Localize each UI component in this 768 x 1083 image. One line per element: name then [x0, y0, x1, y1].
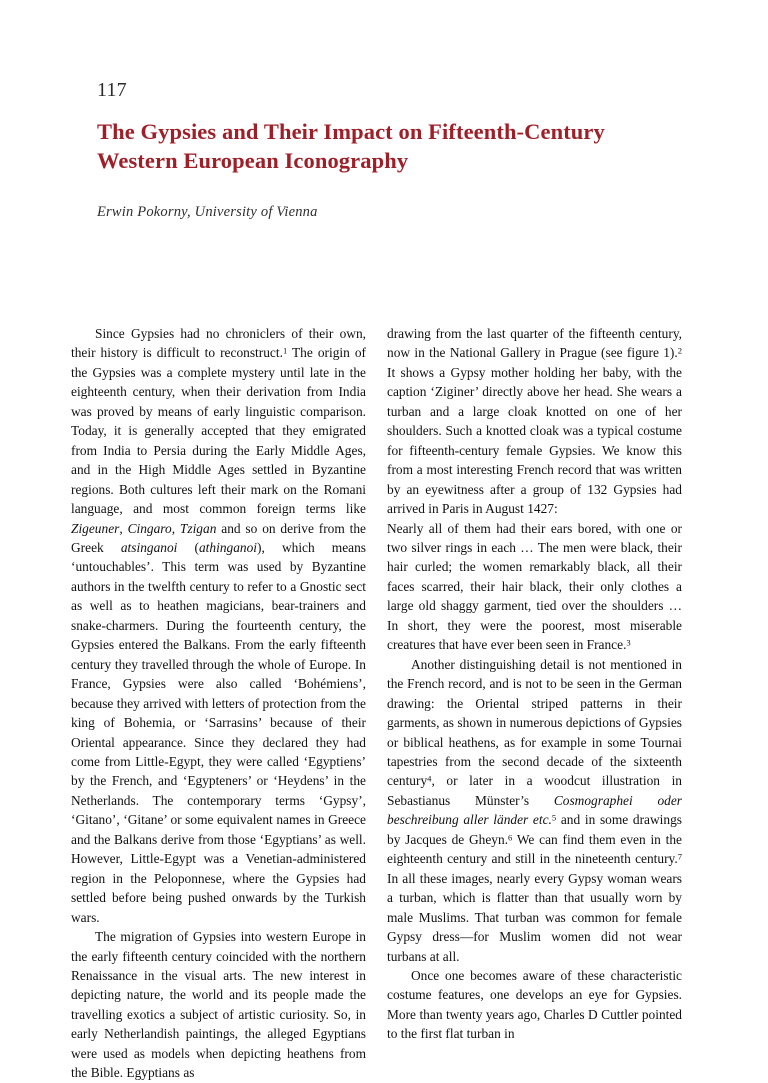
- body-paragraph: Another distinguishing detail is not mentioned in the French record, and is not to be seen in the German drawing: the Oriental striped patterns in their garments, as shown in numerous depictions of Gypsies or biblical heathens, as for example in some Tournai tapestries from the second decade of the sixteenth century$^4$, or later in a woodcut illustration in Sebastianus Münster’s Cosmographei oder beschreibung aller länder etc.$^5$ and in some drawings by Jacques de Gheyn.$^6$ We can find them even in the eighteenth century and still in the nineteenth century.$^7$ In all these images, nearly every Gypsy woman wears a turban, which is flatter than that usually worn by male Muslims. That turban was common for female Gypsy dress—for Muslim women did not wear turbans at all.: [387, 656, 682, 964]
- emphasised-term: Cingaro: [127, 520, 172, 536]
- emphasised-term: Cosmographei oder beschreibung aller länder etc.: [387, 792, 682, 828]
- right-column-paragraphs-after: [387, 655, 682, 1044]
- footnote-marker[interactable]: 4: [427, 773, 432, 784]
- emphasised-term: atsinganoi: [120, 539, 178, 555]
- body-paragraph: The migration of Gypsies into western Europe in the early fifteenth century coincided with the northern Renaissance in the visual arts. The new interest in depicting nature, the world and its people made the travelling exotics a subject of artistic curiosity. So, in early Netherlandish paintings, the alleged Egyptians were used as models when depicting heathens from the Bible. Egyptians as: [71, 929, 366, 1081]
- right-column-paragraphs: [387, 324, 682, 519]
- footnote-marker[interactable]: 3: [626, 637, 631, 648]
- emphasised-term: athinganoi: [198, 539, 258, 555]
- body-paragraph: Once one becomes aware of these characteristic costume features, one develops an eye for Gypsies. More than twenty years ago, Charles D Cuttler pointed to the first flat turban in: [387, 967, 682, 1042]
- body-paragraph: drawing from the last quarter of the fifteenth century, now in the National Gallery in Prague (see figure 1).$^2$ It shows a Gypsy mother holding her baby, with the caption ‘Ziginer’ directly above her head. She wears a turban and a large cloak knotted on one of her shoulders. Such a knotted cloak was a typical costume for fifteenth-century female Gypsies. We know this from a most interesting French record that was written by an eyewitness after a group of 132 Gypsies had arrived in Paris in August 1427:: [387, 326, 682, 517]
- page-number: 117: [97, 79, 127, 101]
- author-byline: Erwin Pokorny, University of Vienna: [97, 204, 318, 220]
- article-header: [97, 78, 673, 175]
- body-columns: [71, 324, 683, 1081]
- emphasised-term: Zigeuner: [71, 520, 120, 536]
- footnote-marker[interactable]: 1: [282, 345, 288, 356]
- article-title: The Gypsies and Their Impact on Fifteenth-Century Western European Iconography: [97, 119, 605, 173]
- right-column: [387, 324, 682, 1042]
- body-paragraph: Since Gypsies had no chroniclers of their own, their history is difficult to reconstruct.$^1$ The origin of the Gypsies was a complete mystery until late in the eighteenth century, when their derivation from India was proved by means of early linguistic comparison. Today, it is generally accepted that they emigrated from India to Persia during the Early Middle Ages, and in the High Middle Ages settled in Byzantine regions. Both cultures left their mark on the Romani language, and most common foreign terms like Zigeuner, Cingaro, Tzigan and so on derive from the Greek atsinganoi (athinganoi), which means ‘untouchables’. This term was used by Byzantine authors in the twelfth century to refer to a Gnostic sect as well as to heathen magicians, bear-trainers and snake-charmers. During the fourteenth century, the Gypsies entered the Balkans. From the early fifteenth century they travelled through the whole of Europe. In France, Gypsies were also called ‘Bohémiens’, because they arrived with letters of protection from the king of Bohemia, or ‘Sarrasins’ because of their Oriental appearance. Since they declared they had come from Little-Egypt, they were called ‘Egyptiens’ by the French, and ‘Egypteners’ or ‘Heydens’ in the Netherlands. The contemporary terms ‘Gypsy’, ‘Gitano’, ‘Gitane’ or some equivalent names in Greece and the Balkans derive from those ‘Egyptians’ as well. However, Little-Egypt was a Venetian-administered region in the Peloponnese, where the Gypsies had settled before being pushed onwards by the Turkish wars.: [71, 326, 367, 925]
- footnote-marker[interactable]: 5: [551, 812, 557, 823]
- right-column-blockquote: [387, 519, 682, 655]
- emphasised-term: Tzigan: [179, 520, 217, 536]
- left-column: [71, 324, 367, 1081]
- footnote-marker[interactable]: 7: [677, 851, 682, 862]
- footnote-marker[interactable]: 6: [508, 832, 513, 843]
- footnote-marker[interactable]: 2: [677, 345, 682, 356]
- pull-quote: Nearly all of them had their ears bored, with one or two silver rings in each … The men were black, their hair curled; the women remarkably black, all their faces scarred, their hair black, their only clothes a large old shaggy garment, tied over the shoulders … In short, they were the poorest, most miserable creatures that have ever been seen in France.$^3$: [387, 520, 682, 653]
- left-column-paragraphs: [71, 324, 366, 1083]
